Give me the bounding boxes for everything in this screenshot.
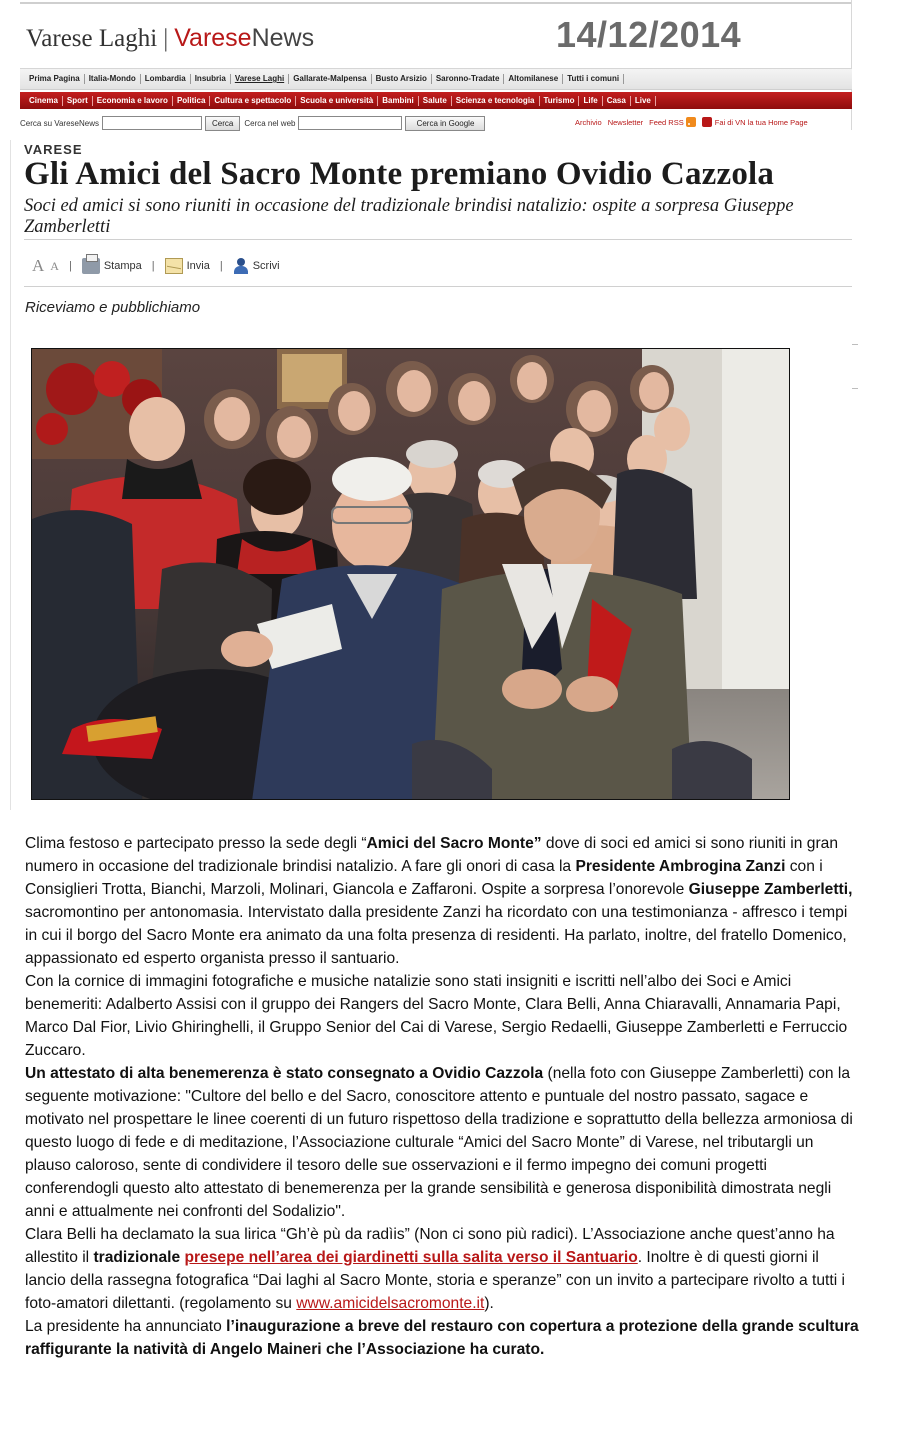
title-divider [24,239,852,240]
section-label: VARESE [24,142,83,157]
search-bar [20,112,852,134]
font-decrease-button[interactable]: A [50,258,59,273]
article-subtitle: Soci ed amici si sono riuniti in occasione del tradizionale brindisi natalizio: ospite a sorpresa Giuseppe Zamberletti [24,196,794,237]
nav-item-busto-arsizio[interactable]: Busto Arsizio [372,74,432,84]
article-body [25,832,860,1361]
google-search-button[interactable]: Cerca in Google [405,116,485,131]
send-button[interactable]: Invia [186,260,210,272]
nav-item-scienza[interactable]: Scienza e tecnologia [452,96,540,106]
top-divider [20,2,852,4]
logo-separator: | [163,25,169,52]
nav-item-turismo[interactable]: Turismo [540,96,580,106]
right-border [851,0,852,130]
nav-item-sport[interactable]: Sport [63,96,93,106]
paragraph-1: Clima festoso e partecipato presso la sede degli “Amici del Sacro Monte” dove di soci ed amici si sono riuniti in gran numero in occasione del tradizionale brindisi natalizio. A fare gli onori di casa la Presidente Ambrogina Zanzi con i Consiglieri Trotta, Bianchi, Marzoli, Molinari, Giancola e Zaffaroni. Ospite a sorpresa l’onorevole Giuseppe Zamberletti, sacromontino per antonomasia. Intervistato dalla presidente Zanzi ha ricordato con una testimonianza - affresco i tempi in cui il borgo del Sacro Monte era animato da una folta presenza di residenti. Ha parlato, inoltre, del fratello Domenico, appassionato ed esperto organista presso il santuario. [25,835,853,967]
nav-item-tutti-i-comuni[interactable]: Tutti i comuni [563,74,624,84]
rss-icon[interactable] [686,117,696,127]
printer-icon[interactable] [82,258,100,274]
paragraph-2: Con la cornice di immagini fotografiche e musiche natalizie sono stati insigniti e iscritti nell’albo dei Soci e Amici benemeriti: Adalberto Assisi con il gruppo dei Rangers del Sacro Monte, Clara Belli, Anna Chiaravalli, Annamaria Papi, Marco Dal Fior, Livio Ghiringhelli, il Gruppo Senior del Cai di Varese, Sergio Redaelli, Giuseppe Zamberletti e Ferruccio Zuccaro. [25,973,848,1059]
logo-varese: Varese [174,24,252,52]
primary-nav [20,68,852,90]
tools-divider [24,286,852,287]
tools-separator: | [151,260,155,272]
nav-item-life[interactable]: Life [579,96,602,106]
web-search-input[interactable] [298,116,402,130]
paragraph-5: La presidente ha annunciato l’inaugurazione a breve del restauro con copertura a protezione della grande scultura raffigurante la natività di Angelo Maineri che l’Associazione ha curato. [25,1318,859,1358]
side-dash [852,388,858,389]
write-button[interactable]: Scrivi [252,260,280,272]
nav-item-live[interactable]: Live [631,96,656,106]
nav-item-italia-mondo[interactable]: Italia-Mondo [85,74,141,84]
paragraph-3: Un attestato di alta benemerenza è stato consegnato a Ovidio Cazzola (nella foto con Giuseppe Zamberletti) con la seguente motivazione: "Cultore del bello e del Sacro, conoscitore attento e puntuale del nostro passato, sagace e motivato nel prospettare le linee coerenti di un futuro rispettoso della tradizione e soprattutto della bellezza armoniosa di questo luogo di fede e di meditazione, l’Associazione culturale “Amici del Sacro Monte” di Varese, nel tributargli un plauso caloroso, sente di condividere il tesoro delle sue osservazioni e il fermo impegno dei comuni progetti conferendogli questo alto attestato di benemerenza per la grande sensibilità e generosa disponibilità dimostrata negli anni e attualmente nei confronti del Sodalizio". [25,1065,853,1220]
site-logo[interactable] [26,24,314,53]
article-tools [32,256,280,276]
archive-link[interactable]: Archivio [575,117,602,127]
article-title: Gli Amici del Sacro Monte premiano Ovidio Cazzola [24,156,775,192]
nav-item-economia[interactable]: Economia e lavoro [93,96,173,106]
user-icon[interactable] [233,258,249,274]
logo-varese-laghi: Varese Laghi [26,25,158,52]
nav-item-casa[interactable]: Casa [603,96,631,106]
nav-item-saronno-tradate[interactable]: Saronno-Tradate [432,74,505,84]
logo-news: News [251,24,315,52]
site-search-button[interactable]: Cerca [205,116,240,131]
font-increase-button[interactable]: A [32,256,45,275]
nav-item-cultura[interactable]: Cultura e spettacolo [210,96,296,106]
site-search-input[interactable] [102,116,202,130]
nav-item-salute[interactable]: Salute [419,96,452,106]
nav-item-altomilanese[interactable]: Altomilanese [504,74,563,84]
feed-link[interactable]: Feed RSS [649,117,684,127]
nav-item-politica[interactable]: Politica [173,96,210,106]
vn-home-icon [702,117,712,127]
utility-links [575,117,814,127]
tools-separator: | [68,260,72,272]
side-dash [852,344,858,345]
nav-item-scuola[interactable]: Scuola e università [296,96,378,106]
association-website-link[interactable]: www.amicidelsacromonte.it [296,1295,485,1312]
left-border [10,140,11,810]
nav-item-bambini[interactable]: Bambini [378,96,419,106]
nav-item-cinema[interactable]: Cinema [25,96,63,106]
nav-item-insubria[interactable]: Insubria [191,74,231,84]
paragraph-4: Clara Belli ha declamato la sua lirica “Gh’è pù da radìis” (Non ci sono più radici). L’Associazione anche quest’anno ha allestito il tradizionale presepe nell’area dei giardinetti sulla salita verso il Santuario. Inoltre è di questi giorni il lancio della rassegna fotografica “Dai laghi al Sacro Monte, storia e speranze” con un invito a partecipare rivolto a tutti i foto-amatori dilettanti. (regolamento su www.amicidelsacromonte.it). [25,1226,845,1312]
web-search-label: Cerca nel web [244,118,296,128]
nav-item-varese-laghi[interactable]: Varese Laghi [231,74,289,84]
presepe-link[interactable]: presepe nell’area dei giardinetti sulla salita verso il Santuario [184,1249,638,1266]
homepage-link[interactable]: Fai di VN la tua Home Page [714,117,808,127]
article-photo [31,348,790,800]
secondary-nav [20,92,852,109]
nav-item-gallarate-malpensa[interactable]: Gallarate-Malpensa [289,74,371,84]
article-intro: Riceviamo e pubblichiamo [25,299,201,316]
tools-separator: | [219,260,223,272]
nav-item-prima-pagina[interactable]: Prima Pagina [25,74,85,84]
mail-icon[interactable] [165,258,183,274]
newsletter-link[interactable]: Newsletter [607,117,644,127]
clipping-date: 14/12/2014 [556,14,742,55]
nav-item-lombardia[interactable]: Lombardia [141,74,191,84]
site-search-label: Cerca su VareseNews [20,118,99,128]
print-button[interactable]: Stampa [103,260,142,272]
